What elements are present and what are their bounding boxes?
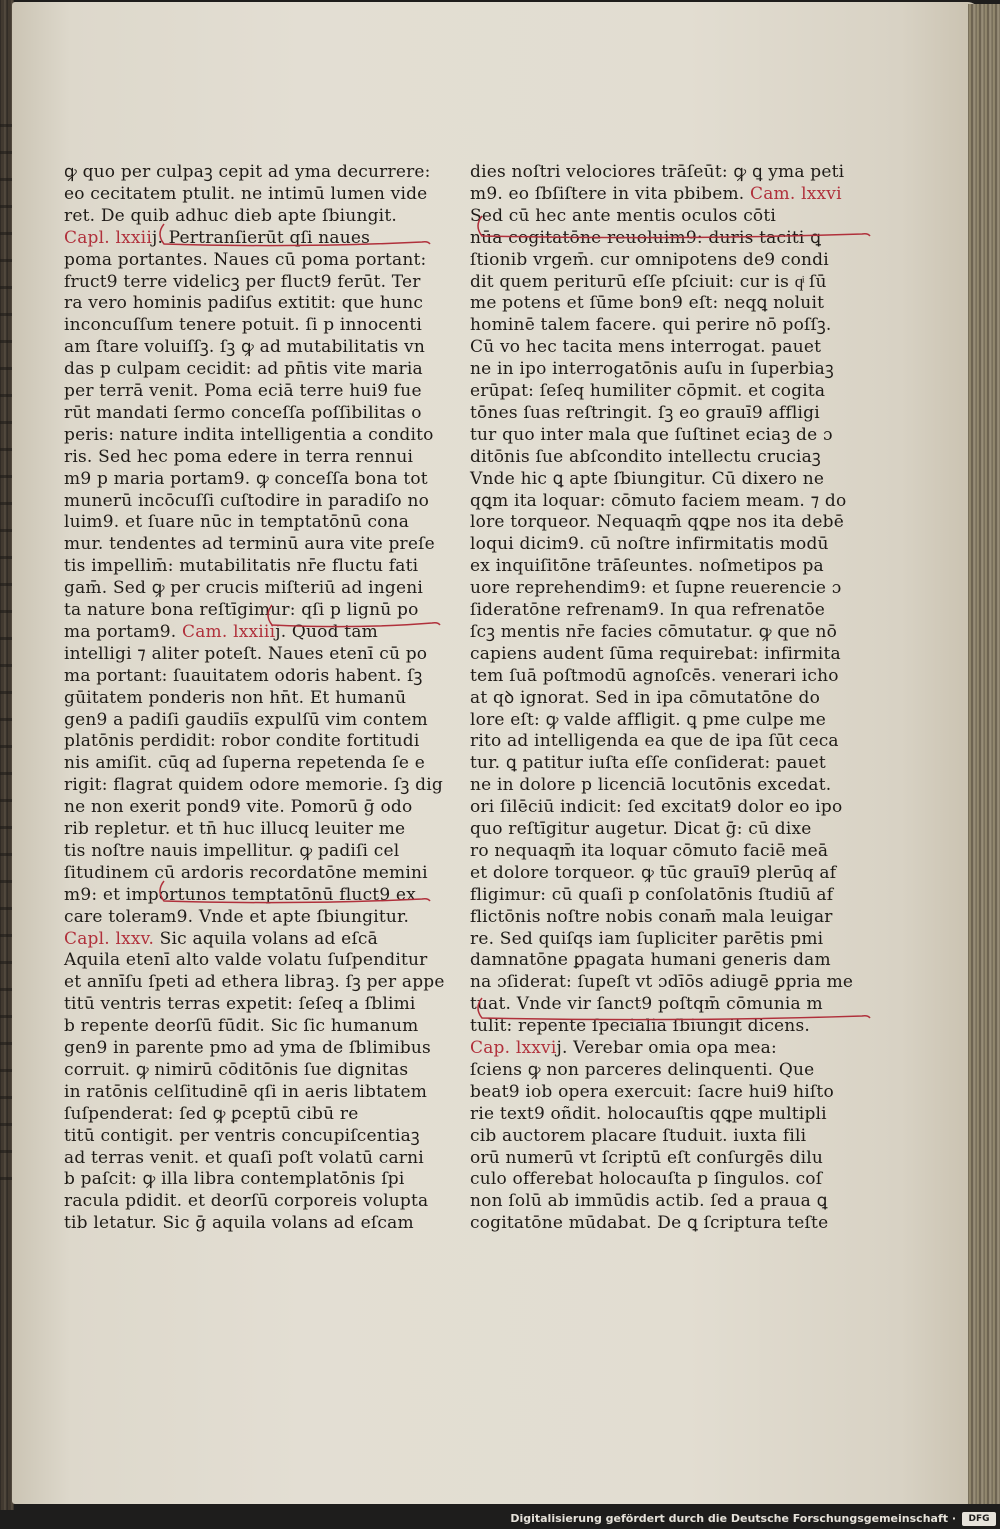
text-line: Aquila etenī alto valde volatu ſuſpenditur [64, 950, 428, 971]
text-line: quo reſtīgitur augetur. Dicat ḡ: cū dixe [470, 819, 812, 839]
text-line: non ſolū ab immūdis actib. ſed a praua ꝗ [470, 1191, 828, 1212]
text-line: erūpat: ſeſeq humiliter cōpmit. et cogita [470, 381, 826, 401]
text-line: et dolore torqueor. ꝙ tūc grauī9 plerūq af [470, 862, 837, 883]
text-line: in ratōnis celſitudinē qſi in aeris libtatem [64, 1081, 428, 1102]
text-line: nis amiſit. cūq ad ſuperna repetenda ſe e [64, 753, 425, 774]
text-line: damnatōne ꝑpagata humani generis dam [470, 950, 831, 971]
text-line: tib letatur. Sic ḡ aquila volans ad eſcam [64, 1213, 414, 1234]
text-line: ma portant: ſuauitatem odoris habent. ſꝫ [64, 665, 423, 686]
text-line: m9. eo ſbſiſtere in vita pbibem. Cam. lxxvi [470, 183, 842, 204]
text-line: ſcꝫ mentis nr̄e facies cōmutatur. ꝙ que nō [470, 621, 838, 642]
text-line: tuat. Vnde vir ſanct9 poſtqm̄ cōmunia m [470, 994, 823, 1015]
text-line: ꝙ quo per culpaꝫ cepit ad yma decurrere: [64, 162, 431, 182]
text-line: Cap. lxxvij. Verebar omia opa mea: [470, 1038, 777, 1058]
text-line: poma portantes. Naues cū poma portant: [64, 249, 427, 270]
text-line: ſuſpenderat: ſed ꝙ ꝑceptū cibū re [64, 1103, 359, 1124]
text-line: ma portam9. Cam. lxxiiij. Quod tam [64, 621, 378, 642]
text-line: dit quem periturū eſſe pſciuit: cur is qͥ ſū [470, 271, 827, 292]
text-line: das p culpam cecidit: ad pn̄tis vite maria [64, 359, 423, 380]
manuscript-page [12, 2, 978, 1504]
text-line: intelligi ⁊ aliter poteſt. Naues etenī cū po [64, 643, 428, 664]
text-line: rigit: flagrat quidem odore memorie. ſꝫ dig [64, 775, 443, 796]
text-line: qꝗm ita loquar: cōmuto faciem meam. ⁊ do [470, 490, 847, 511]
text-line: ris. Sed hec poma edere in terra rennui [64, 446, 414, 467]
text-line: tur. ꝗ patitur iuſta eſſe conſiderat: pauet [470, 753, 826, 774]
text-line: m9 p maria portam9. ꝙ conceſſa bona tot [64, 468, 428, 489]
text-line: m9: et importunos temptatōnū fluct9 ex [64, 884, 416, 905]
text-line: gūitatem ponderis non hn̄t. Et humanū [64, 687, 407, 708]
text-line: platōnis perdidit: robor condite fortitudi [64, 731, 420, 752]
text-line: luim9. et ſuare nūc in temptatōnū cona [64, 512, 410, 533]
dfg-logo: DFG [962, 1512, 996, 1526]
text-line: titū ventris terras expetit: ſeſeq a ſblimi [64, 994, 416, 1015]
text-line: gam̄. Sed ꝙ per crucis miſteriū ad ingeni [64, 578, 424, 599]
text-line: dies noſtri velociores trāſeūt: ꝙ ꝗ yma peti [470, 162, 845, 182]
text-line: ſideratōne refrenam9. In qua refrenatōe [470, 600, 826, 620]
text-line: ne in dolore p licenciā locutōnis excedat. [470, 775, 832, 796]
text-line: uore reprehendim9: et ſupne reuerencie ɔ [470, 578, 842, 599]
text-line: ſitudinem cū ardoris recordatōne memini [64, 862, 428, 883]
text-line: care toleram9. Vnde et apte ſbiungitur. [64, 906, 410, 927]
text-line: at qꝺ ignorat. Sed in ipa cōmutatōne do [470, 687, 821, 708]
text-line: tis impellim̄: mutabilitatis nr̄e fluctu fati [64, 556, 419, 577]
text-line: rie text9 oñdit. holocauſtis qꝗpe multipli [470, 1103, 827, 1124]
text-line: ta nature bona reſtīgimur: qſi p lignū po [64, 600, 419, 620]
text-line: ori ſilēciū indicit: ſed excitat9 dolor eo ipo [470, 797, 843, 818]
text-line: eo cecitatem ptulit. ne intimū lumen vide [64, 183, 428, 204]
text-line: gen9 a padiſi gaudiīs expulſū vim contem [64, 709, 428, 730]
text-line: rito ad intelligenda ea que de ipa ſūt ceca [470, 731, 839, 752]
text-line: peris: nature indita intelligentia a condito [64, 424, 434, 445]
text-line: rib repletur. et tn̄ huc illucq leuiter me [64, 819, 406, 839]
text-line: nūa cogitatōne reuoluim9: duris taciti ꝗ [470, 227, 822, 248]
text-line: Vnde hic ꝗ apte ſbiungitur. Cū dixero ne [470, 468, 825, 489]
text-line: ditōnis ſue abſcondito intellectu cruciaꝫ [470, 446, 821, 467]
text-line: rūt mandati ſermo conceſſa poſſibilitas o [64, 402, 422, 423]
text-line: Cū vo hec tacita mens interrogat. pauet [470, 337, 822, 358]
text-line: cib auctorem placare ſtuduit. iuxta fili [470, 1125, 807, 1146]
text-line: capiens audent ſūma requirebat: infirmita [470, 643, 841, 664]
text-line: cogitatōne mūdabat. De ꝗ ſcriptura teſte [470, 1213, 829, 1234]
text-line: hominē talem facere. qui perire nō poſſꝫ. [470, 315, 832, 336]
text-line: re. Sed quiſqs iam ſupliciter parētis pmi [470, 928, 824, 949]
footer-bar [0, 1510, 1000, 1529]
text-line: beat9 iob opera exercuit: ſacre hui9 hiſto [470, 1081, 834, 1102]
text-line: me potens et ſūme bon9 eſt: neqꝗ noluit [470, 293, 825, 314]
text-line: Sed cū hec ante mentis oculos cōti [470, 205, 777, 226]
text-line: ne non exerit pond9 vite. Pomorū ḡ odo [64, 797, 413, 818]
text-line: Capl. lxxv. Sic aquila volans ad eſcā [64, 928, 378, 949]
text-line: ret. De quib adhuc dieb apte ſbiungit. [64, 205, 397, 226]
text-line: loqui dicim9. cū noſtre infirmitatis modū [470, 534, 829, 555]
text-line: b repente deorſū fūdit. Sic ſic humanum [64, 1016, 419, 1037]
text-line: mur. tendentes ad terminū aura vite preſe [64, 534, 435, 555]
funding-notice: Digitalisierung gefördert durch die Deutsche Forschungsgemeinschaft · [510, 1512, 956, 1525]
text-line: tur quo inter mala que ſuſtinet eciaꝫ de ɔ [470, 424, 833, 445]
text-line: ad terras venit. et quaſi poſt volatū carni [64, 1147, 424, 1168]
text-line: ſtionib vrgem̄. cur omnipotens de9 condi [470, 249, 829, 270]
text-line: gen9 in parente pmo ad yma de ſblimibus [64, 1038, 431, 1058]
text-line: b paſcit: ꝙ illa libra contemplatōnis ſpi [64, 1169, 405, 1190]
text-line: am ſtare voluiſſꝫ. ſꝫ ꝙ ad mutabilitatis vn [64, 337, 425, 358]
text-line: corruit. ꝙ nimirū cōditōnis ſue dignitas [64, 1059, 409, 1080]
text-line: ſciens ꝙ non parceres delinquenti. Que [470, 1059, 815, 1080]
text-line: culo offerebat holocauſta p ſingulos. coſ [470, 1169, 823, 1190]
right-page-edge [968, 4, 1000, 1504]
text-line: Capl. lxxiij. Pertranſierūt qſi naues [64, 227, 371, 248]
text-line: inconcuſſum tenere potuit. ſi p innocenti [64, 315, 423, 336]
text-line: et annīſu ſpeti ad ethera libraꝫ. ſꝫ per appe [64, 972, 445, 993]
text-line: titū contigit. per ventris concupiſcentiaꝫ [64, 1125, 420, 1146]
text-line: orū numerū vt ſcriptū eſt conſurgēs dilu [470, 1147, 823, 1168]
text-line: ra vero hominis padiſus extitit: que hunc [64, 293, 424, 314]
text-line: ro nequaqm̄ ita loquar cōmuto faciē meā [470, 840, 829, 861]
text-line: tulit: repente ſpecialia ſbiungit dicens. [470, 1016, 810, 1037]
text-line: lore eſt: ꝙ valde affligit. ꝗ pme culpe me [470, 709, 826, 730]
text-line: flictōnis noſtre nobis conam̄ mala leuigar [470, 906, 833, 927]
text-line: fruct9 terre videlicꝫ per fluct9 ferūt. Ter [64, 271, 421, 292]
text-line: lore torqueor. Nequaqm̄ qꝗpe nos ita debē [470, 512, 844, 533]
text-line: na ɔſiderat: ſupeſt vt ɔdīōs adiugē ꝑpria me [470, 972, 854, 993]
text-line: ex inquiſitōne trāſeuntes. noſmetipos pa [470, 556, 824, 577]
text-line: tōnes ſuas reſtringit. ſꝫ eo grauī9 affligi [470, 402, 820, 423]
text-line: fligimur: cū quaſi p conſolatōnis ſtudiū af [470, 884, 834, 905]
text-line: tem ſuā poſtmodū agnoſcēs. venerari icho [470, 665, 839, 686]
text-line: ne in ipo interrogatōnis auſu in ſuperbiaꝫ [470, 359, 834, 380]
text-line: tis noſtre nauis impellitur. ꝙ padiſi cel [64, 840, 400, 861]
text-line: per terrā venit. Poma eciā terre hui9 fue [64, 381, 422, 401]
text-line: racula pdidit. et deorſū corporeis volupta [64, 1191, 429, 1212]
text-line: munerū incōcuſſi cuſtodire in paradiſo no [64, 490, 430, 511]
